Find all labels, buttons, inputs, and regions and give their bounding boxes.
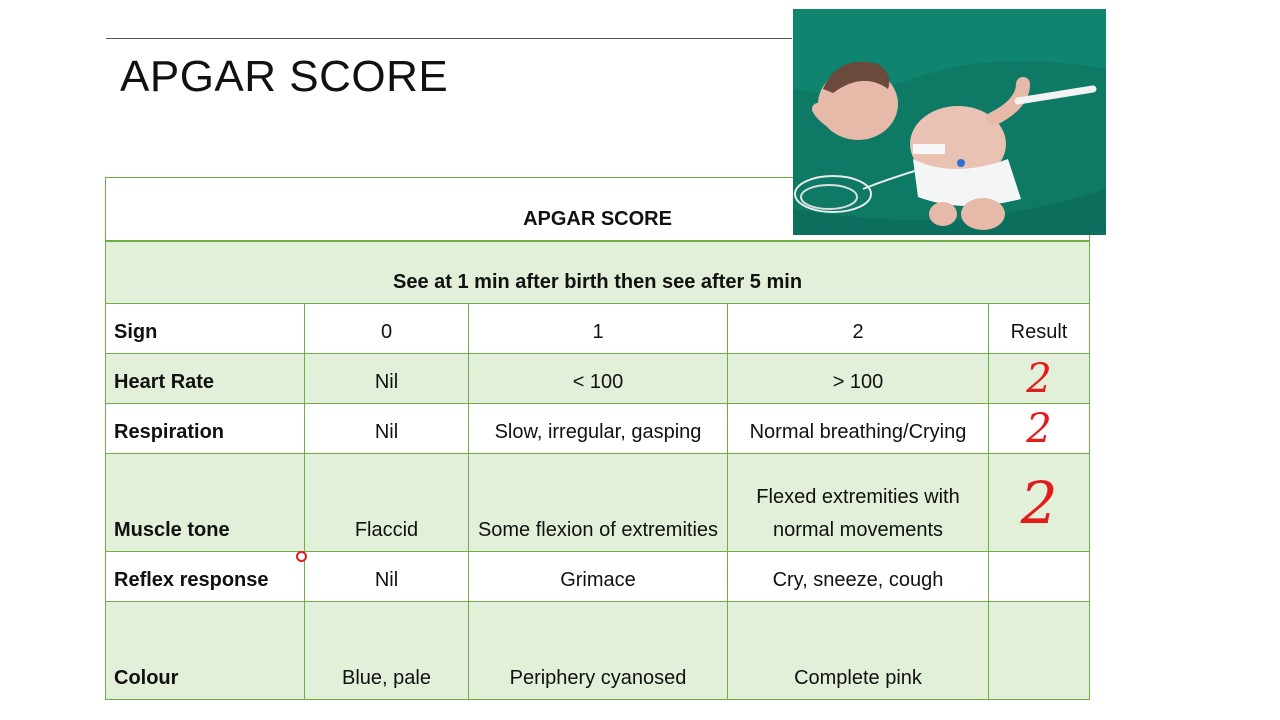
row-result (989, 354, 1090, 404)
handwritten-result: 2 (1020, 468, 1058, 537)
newborn-photo (793, 9, 1106, 235)
header-score-0: 0 (305, 304, 469, 354)
row-score-2: Cry, sneeze, cough (728, 552, 989, 602)
handwritten-result: 2 (1026, 405, 1052, 452)
row-sign: Colour (106, 602, 305, 700)
table-caption: APGAR SCORE (106, 178, 1090, 242)
row-score-2: > 100 (728, 354, 989, 404)
table-row (106, 602, 1090, 700)
row-score-1: Periphery cyanosed (469, 602, 728, 700)
row-result (989, 454, 1090, 552)
header-sign: Sign (106, 304, 305, 354)
row-result (989, 552, 1090, 602)
row-score-2: Flexed extremities with normal movements (728, 454, 989, 552)
row-score-1: Grimace (469, 552, 728, 602)
header-result: Result (989, 304, 1090, 354)
row-result (989, 602, 1090, 700)
header-score-2: 2 (728, 304, 989, 354)
table-row (106, 354, 1090, 404)
title-rule (106, 38, 792, 39)
table-subtitle-row (106, 241, 1090, 304)
row-score-0: Nil (305, 552, 469, 602)
row-score-0: Nil (305, 404, 469, 454)
row-sign: Muscle tone (106, 454, 305, 552)
table-row (106, 404, 1090, 454)
header-score-1: 1 (469, 304, 728, 354)
row-score-2: Complete pink (728, 602, 989, 700)
row-sign: Respiration (106, 404, 305, 454)
row-score-1: Slow, irregular, gasping (469, 404, 728, 454)
table-subtitle: See at 1 min after birth then see after 5 min (106, 241, 1090, 304)
row-score-0: Flaccid (305, 454, 469, 552)
row-score-0: Nil (305, 354, 469, 404)
row-sign: Heart Rate (106, 354, 305, 404)
laser-pointer-icon (296, 551, 307, 562)
table-header-row (106, 304, 1090, 354)
slide-title: APGAR SCORE (120, 52, 449, 101)
table-row (106, 454, 1090, 552)
row-score-1: < 100 (469, 354, 728, 404)
handwritten-result: 2 (1026, 355, 1052, 402)
row-sign: Reflex response (106, 552, 305, 602)
apgar-table (105, 177, 1090, 700)
row-result (989, 404, 1090, 454)
table-row (106, 552, 1090, 602)
row-score-1: Some flexion of extremities (469, 454, 728, 552)
row-score-0: Blue, pale (305, 602, 469, 700)
row-score-2: Normal breathing/Crying (728, 404, 989, 454)
